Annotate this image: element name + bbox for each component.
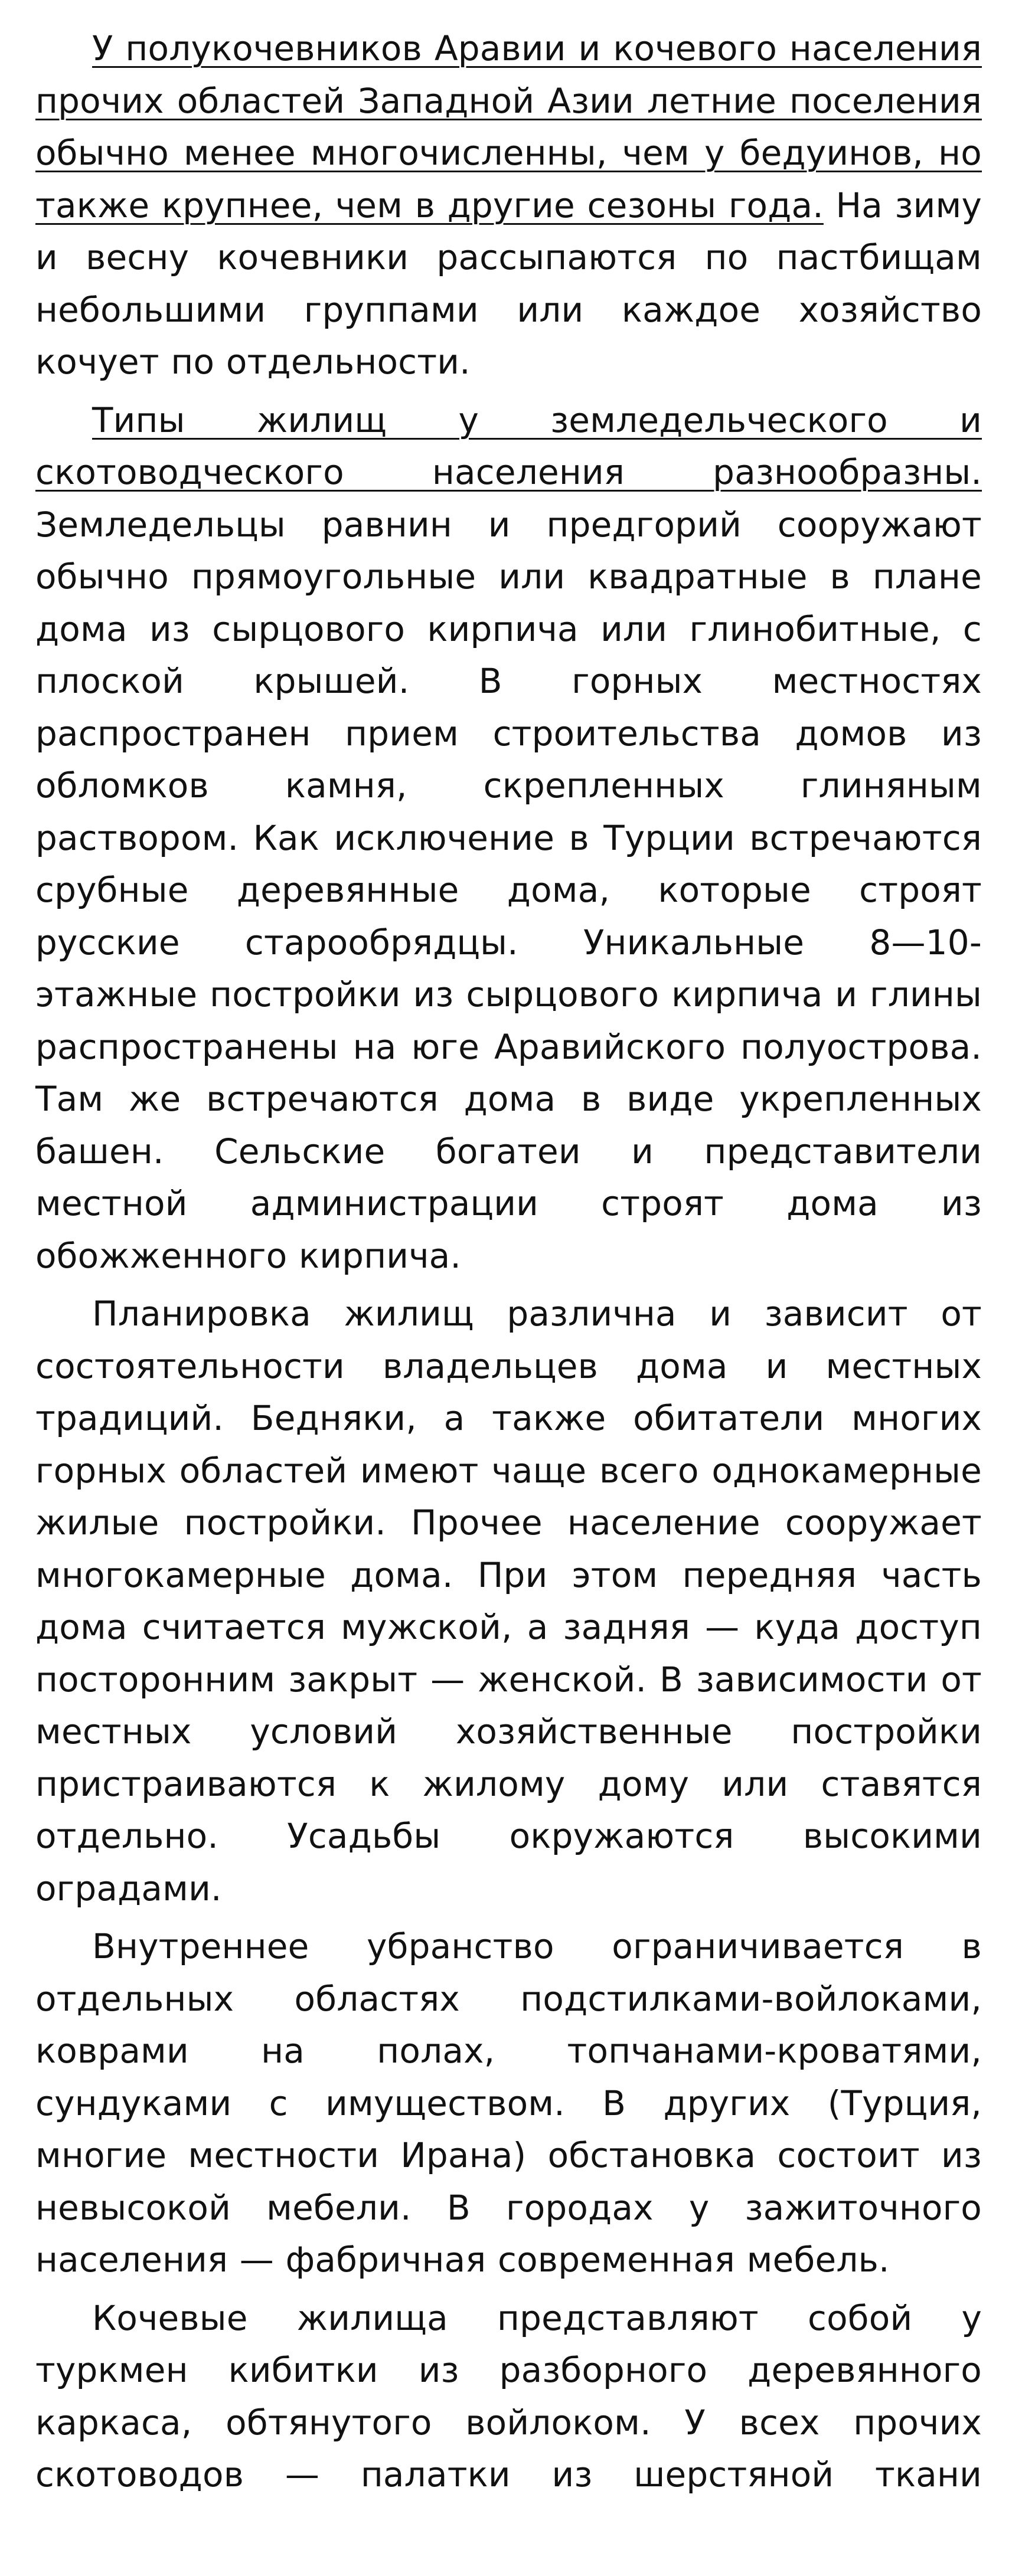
paragraph-1 — [35, 22, 982, 388]
underlined-text: Типы жилищ у земледельческого и скотоводческого населения разнообразны. — [35, 400, 982, 492]
paragraph-text: Кочевые жилища представляют собой у туркмен кибитки из разборного деревянного каркаса, обтянутого войлоком. У всех прочих скотоводов — палатки из шерстяной ткани — [35, 2297, 982, 2495]
paragraph-text: Внутреннее убранство ограничивается в отдельных областях подстилками-войлоками, коврами на полах, топчанами-кроватями, сундуками с имуществом. В других (Турция, многие местности Ирана) обстановка состоит из невысокой мебели. В городах у зажиточного населения — фабричная современная мебель. — [35, 1926, 982, 2280]
paragraph-3 — [35, 1288, 982, 1914]
paragraph-2 — [35, 394, 982, 1282]
paragraph-5 — [35, 2292, 982, 2501]
underlined-text: У полукочевников Аравии и кочевого населения прочих областей Западной Азии летние поселения обычно менее многочисленны, чем у бедуинов, но также крупнее, чем в другие сезоны года. — [35, 28, 982, 225]
paragraph-4 — [35, 1920, 982, 2286]
paragraph-text: На зиму и весну кочевники рассыпаются по пастбищам небольшими группами или каждое хозяйство кочует по отдельности. — [35, 185, 982, 382]
paragraph-text: Земледельцы равнин и предгорий сооружают обычно прямоугольные или квадратные в плане дома из сырцового кирпича или глинобитные, с плоской крышей. В горных местностях распространен прием строительства домов из обломков камня, скрепленных глиняным раствором. Как исключение в Турции встречаются срубные деревянные дома, которые строят русские старообрядцы. Уникальные 8—10-этажные постройки из сырцового кирпича и глины распространены на юге Аравийского полуострова. Там же встречаются дома в виде укрепленных башен. Сельские богатеи и представители местной администрации строят дома из обожженного кирпича. — [35, 504, 982, 1276]
paragraph-text: Планировка жилищ различна и зависит от состоятельности владельцев дома и местных традиций. Бедняки, а также обитатели многих горных областей имеют чаще всего однокамерные жилые постройки. Прочее население сооружает многокамерные дома. При этом передняя часть дома считается мужской, а задняя — куда доступ посторонним закрыт — женской. В зависимости от местных условий хозяйственные постройки пристраиваются к жилому дому или ставятся отдельно. Усадьбы окружаются высокими оградами. — [35, 1294, 982, 1909]
